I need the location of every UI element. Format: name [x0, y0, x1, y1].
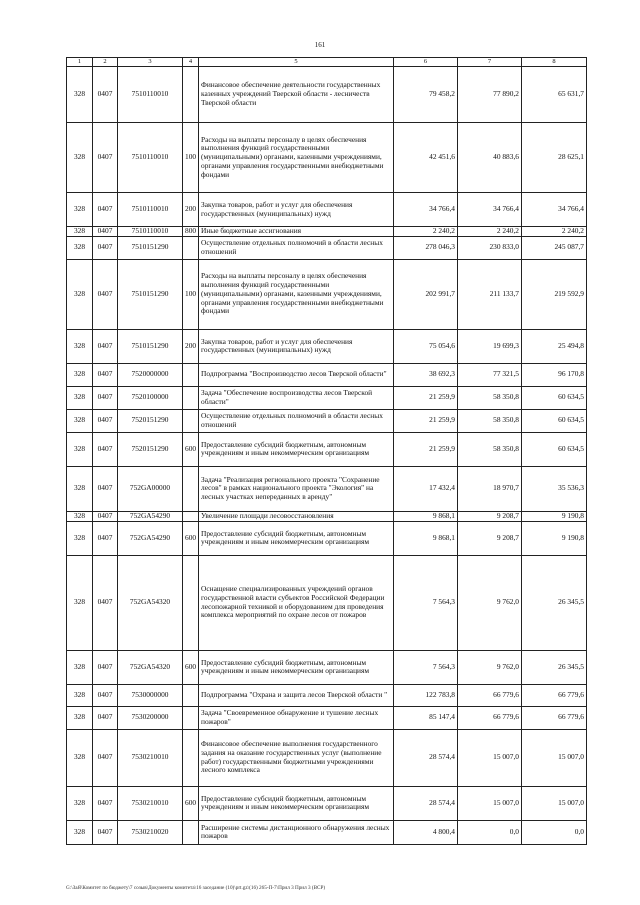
cell-description: Предоставление субсидий бюджетным, автономным учреждениям и иным некоммерческим организациям: [199, 786, 394, 820]
cell-amount-3: 35 536,3: [522, 466, 587, 511]
cell-ministry: 328: [67, 386, 93, 409]
cell-section: 0407: [93, 329, 118, 363]
cell-target-article: 7530000000: [118, 684, 183, 706]
table-row: [67, 555, 587, 650]
cell-amount-3: 60 634,5: [522, 386, 587, 409]
cell-description: Оснащение специализированных учреждений органов государственной власти субъектов Российской Федерации лесопожарной техникой и оборудованием для проведения комплекса мероприятий по охране лесов от пожаров: [199, 555, 394, 650]
cell-amount-2: 2 240,2: [458, 227, 522, 237]
cell-amount-1: 42 451,6: [394, 123, 458, 193]
cell-target-article: 752GA00000: [118, 466, 183, 511]
cell-target-article: 7510110010: [118, 227, 183, 237]
cell-description: Осуществление отдельных полномочий в области лесных отношений: [199, 236, 394, 259]
cell-expense-type: [183, 363, 199, 386]
cell-amount-2: 9 208,7: [458, 521, 522, 555]
cell-target-article: 752GA54320: [118, 555, 183, 650]
cell-ministry: 328: [67, 259, 93, 329]
cell-amount-3: 15 007,0: [522, 729, 587, 786]
cell-ministry: 328: [67, 706, 93, 729]
table-row: [67, 329, 587, 363]
cell-amount-2: 19 699,3: [458, 329, 522, 363]
cell-amount-1: 28 574,4: [394, 729, 458, 786]
cell-ministry: 328: [67, 684, 93, 706]
cell-amount-2: 15 007,0: [458, 786, 522, 820]
table-row: [67, 521, 587, 555]
cell-amount-3: 60 634,5: [522, 409, 587, 432]
cell-section: 0407: [93, 521, 118, 555]
cell-amount-1: 21 259,9: [394, 432, 458, 466]
cell-amount-3: 9 190,8: [522, 521, 587, 555]
cell-target-article: 7510110010: [118, 193, 183, 227]
header-cell: 8: [522, 58, 587, 67]
cell-amount-1: 75 054,6: [394, 329, 458, 363]
cell-section: 0407: [93, 386, 118, 409]
cell-section: 0407: [93, 123, 118, 193]
cell-amount-3: 9 190,8: [522, 511, 587, 521]
cell-amount-1: 21 259,9: [394, 386, 458, 409]
cell-section: 0407: [93, 193, 118, 227]
cell-amount-2: 77 890,2: [458, 67, 522, 123]
cell-amount-1: 122 783,8: [394, 684, 458, 706]
cell-ministry: 328: [67, 363, 93, 386]
cell-amount-3: 34 766,4: [522, 193, 587, 227]
table-row: [67, 193, 587, 227]
cell-amount-1: 34 766,4: [394, 193, 458, 227]
cell-ministry: 328: [67, 409, 93, 432]
table-row: [67, 650, 587, 684]
cell-amount-1: 278 046,3: [394, 236, 458, 259]
cell-expense-type: 800: [183, 227, 199, 237]
cell-section: 0407: [93, 511, 118, 521]
cell-expense-type: 600: [183, 650, 199, 684]
cell-amount-3: 26 345,5: [522, 555, 587, 650]
table-row: [67, 409, 587, 432]
header-cell: 1: [67, 58, 93, 67]
cell-ministry: 328: [67, 193, 93, 227]
cell-amount-1: 4 800,4: [394, 820, 458, 844]
cell-amount-1: 7 564,3: [394, 555, 458, 650]
cell-amount-2: 0,0: [458, 820, 522, 844]
table-row: [67, 511, 587, 521]
cell-target-article: 7530200000: [118, 706, 183, 729]
cell-section: 0407: [93, 363, 118, 386]
cell-description: Закупка товаров, работ и услуг для обеспечения государственных (муниципальных) нужд: [199, 329, 394, 363]
cell-target-article: 7510110010: [118, 123, 183, 193]
cell-expense-type: [183, 684, 199, 706]
cell-target-article: 7520151290: [118, 409, 183, 432]
cell-ministry: 328: [67, 521, 93, 555]
cell-target-article: 7520151290: [118, 432, 183, 466]
cell-description: Задача "Реализация регионального проекта "Сохранение лесов" в рамках национального проекта "Экология" на лесных участках непереданных в аренду": [199, 466, 394, 511]
cell-target-article: 7530210010: [118, 729, 183, 786]
cell-amount-1: 85 147,4: [394, 706, 458, 729]
header-cell: 4: [183, 58, 199, 67]
cell-target-article: 7510151290: [118, 236, 183, 259]
table-row: [67, 729, 587, 786]
cell-expense-type: 100: [183, 123, 199, 193]
cell-ministry: 328: [67, 729, 93, 786]
cell-description: Расходы на выплаты персоналу в целях обеспечения выполнения функций государственными (муниципальными) органами, казенными учреждениями, органами управления государственными внебюджетными фондами: [199, 123, 394, 193]
cell-amount-3: 60 634,5: [522, 432, 587, 466]
cell-section: 0407: [93, 650, 118, 684]
cell-expense-type: [183, 555, 199, 650]
cell-amount-1: 17 432,4: [394, 466, 458, 511]
cell-amount-3: 65 631,7: [522, 67, 587, 123]
cell-target-article: 7510110010: [118, 67, 183, 123]
cell-amount-3: 0,0: [522, 820, 587, 844]
cell-ministry: 328: [67, 786, 93, 820]
cell-expense-type: 600: [183, 432, 199, 466]
cell-expense-type: [183, 386, 199, 409]
cell-amount-1: 2 240,2: [394, 227, 458, 237]
cell-amount-2: 230 833,0: [458, 236, 522, 259]
cell-description: Задача "Обеспечение воспроизводства лесов Тверской области": [199, 386, 394, 409]
cell-amount-1: 202 991,7: [394, 259, 458, 329]
cell-amount-2: 40 883,6: [458, 123, 522, 193]
cell-description: Финансовое обеспечение деятельности государственных казенных учреждений Тверской области - лесничеств Тверской области: [199, 67, 394, 123]
cell-description: Предоставление субсидий бюджетным, автономным учреждениям и иным некоммерческим организациям: [199, 650, 394, 684]
cell-amount-1: 9 868,1: [394, 521, 458, 555]
cell-expense-type: [183, 511, 199, 521]
table-row: [67, 259, 587, 329]
cell-expense-type: 600: [183, 786, 199, 820]
cell-description: Подпрограмма "Воспроизводство лесов Тверской области": [199, 363, 394, 386]
cell-target-article: 752GA54290: [118, 511, 183, 521]
cell-amount-1: 28 574,4: [394, 786, 458, 820]
header-cell: 5: [199, 58, 394, 67]
cell-amount-3: 25 494,8: [522, 329, 587, 363]
cell-section: 0407: [93, 786, 118, 820]
cell-target-article: 752GA54320: [118, 650, 183, 684]
table-row: [67, 67, 587, 123]
cell-description: Предоставление субсидий бюджетным, автономным учреждениям и иным некоммерческим организациям: [199, 521, 394, 555]
cell-description: Осуществление отдельных полномочий в области лесных отношений: [199, 409, 394, 432]
table-row: [67, 820, 587, 844]
cell-ministry: 328: [67, 820, 93, 844]
cell-description: Расширение системы дистанционного обнаружения лесных пожаров: [199, 820, 394, 844]
header-cell: 3: [118, 58, 183, 67]
cell-section: 0407: [93, 409, 118, 432]
cell-expense-type: [183, 67, 199, 123]
cell-section: 0407: [93, 555, 118, 650]
cell-amount-3: 96 170,8: [522, 363, 587, 386]
table-row: [67, 786, 587, 820]
cell-expense-type: [183, 820, 199, 844]
cell-amount-2: 58 350,8: [458, 386, 522, 409]
cell-amount-2: 18 970,7: [458, 466, 522, 511]
cell-amount-1: 38 692,3: [394, 363, 458, 386]
cell-target-article: 752GA54290: [118, 521, 183, 555]
cell-section: 0407: [93, 259, 118, 329]
cell-amount-1: 7 564,3: [394, 650, 458, 684]
table-row: [67, 684, 587, 706]
header-cell: 6: [394, 58, 458, 67]
cell-amount-3: 2 240,2: [522, 227, 587, 237]
cell-amount-3: 26 345,5: [522, 650, 587, 684]
cell-description: Подпрограмма "Охрана и защита лесов Тверской области ": [199, 684, 394, 706]
cell-expense-type: 100: [183, 259, 199, 329]
table-body: [67, 67, 587, 845]
cell-amount-2: 211 133,7: [458, 259, 522, 329]
cell-amount-3: 219 592,9: [522, 259, 587, 329]
cell-amount-3: 245 087,7: [522, 236, 587, 259]
cell-section: 0407: [93, 236, 118, 259]
cell-description: Задача "Своевременное обнаружение и тушение лесных пожаров": [199, 706, 394, 729]
cell-expense-type: [183, 706, 199, 729]
cell-amount-1: 9 868,1: [394, 511, 458, 521]
cell-expense-type: 200: [183, 193, 199, 227]
cell-expense-type: [183, 729, 199, 786]
budget-table: [66, 57, 587, 845]
cell-section: 0407: [93, 706, 118, 729]
cell-section: 0407: [93, 729, 118, 786]
cell-amount-3: 28 625,1: [522, 123, 587, 193]
table-row: [67, 386, 587, 409]
cell-amount-1: 79 458,2: [394, 67, 458, 123]
cell-section: 0407: [93, 432, 118, 466]
cell-ministry: 328: [67, 555, 93, 650]
cell-description: Увеличение площади лесовосстановления: [199, 511, 394, 521]
cell-target-article: 7530210010: [118, 786, 183, 820]
cell-target-article: 7520000000: [118, 363, 183, 386]
cell-amount-2: 58 350,8: [458, 432, 522, 466]
cell-ministry: 328: [67, 650, 93, 684]
cell-expense-type: [183, 466, 199, 511]
header-cell: 7: [458, 58, 522, 67]
table-row: [67, 706, 587, 729]
cell-ministry: 328: [67, 123, 93, 193]
table-row: [67, 227, 587, 237]
cell-expense-type: [183, 409, 199, 432]
table-row: [67, 432, 587, 466]
cell-target-article: 7520100000: [118, 386, 183, 409]
cell-section: 0407: [93, 684, 118, 706]
cell-ministry: 328: [67, 227, 93, 237]
cell-ministry: 328: [67, 236, 93, 259]
cell-expense-type: [183, 236, 199, 259]
cell-amount-2: 66 779,6: [458, 706, 522, 729]
cell-ministry: 328: [67, 329, 93, 363]
cell-description: Финансовое обеспечение выполнения государственного задания на оказание государственных услуг (выполнение работ) государственными бюджетными учреждениями лесного комплекса: [199, 729, 394, 786]
cell-section: 0407: [93, 67, 118, 123]
cell-amount-1: 21 259,9: [394, 409, 458, 432]
cell-ministry: 328: [67, 466, 93, 511]
cell-description: Предоставление субсидий бюджетным, автономным учреждениям и иным некоммерческим организациям: [199, 432, 394, 466]
table-header-row: [67, 58, 587, 67]
page-number: 161: [314, 41, 326, 49]
table-row: [67, 363, 587, 386]
cell-amount-2: 66 779,6: [458, 684, 522, 706]
table-row: [67, 123, 587, 193]
cell-amount-3: 15 007,0: [522, 786, 587, 820]
cell-target-article: 7510151290: [118, 259, 183, 329]
cell-amount-2: 9 762,0: [458, 555, 522, 650]
cell-description: Расходы на выплаты персоналу в целях обеспечения выполнения функций государственными (муниципальными) органами, казенными учреждениями, органами управления государственными внебюджетными фондами: [199, 259, 394, 329]
cell-ministry: 328: [67, 511, 93, 521]
cell-target-article: 7510151290: [118, 329, 183, 363]
cell-section: 0407: [93, 466, 118, 511]
cell-amount-2: 15 007,0: [458, 729, 522, 786]
cell-description: Закупка товаров, работ и услуг для обеспечения государственных (муниципальных) нужд: [199, 193, 394, 227]
cell-target-article: 7530210020: [118, 820, 183, 844]
cell-section: 0407: [93, 227, 118, 237]
cell-description: Иные бюджетные ассигнования: [199, 227, 394, 237]
cell-ministry: 328: [67, 67, 93, 123]
cell-amount-2: 9 208,7: [458, 511, 522, 521]
cell-amount-2: 58 350,8: [458, 409, 522, 432]
table-row: [67, 236, 587, 259]
cell-amount-3: 66 779,6: [522, 706, 587, 729]
cell-ministry: 328: [67, 432, 93, 466]
table-row: [67, 466, 587, 511]
cell-section: 0407: [93, 820, 118, 844]
cell-amount-2: 77 321,5: [458, 363, 522, 386]
cell-amount-3: 66 779,6: [522, 684, 587, 706]
cell-amount-2: 34 766,4: [458, 193, 522, 227]
cell-expense-type: 200: [183, 329, 199, 363]
header-cell: 2: [93, 58, 118, 67]
cell-amount-2: 9 762,0: [458, 650, 522, 684]
file-path-footer: G:\ЗаЯ\Комитет по бюджету\7 созыв\Документы комитета\16 заседание (10)\prt.gz\(16) 265-П-7\Прил 3 Прил 3 (ВСР): [66, 885, 326, 891]
cell-expense-type: 600: [183, 521, 199, 555]
